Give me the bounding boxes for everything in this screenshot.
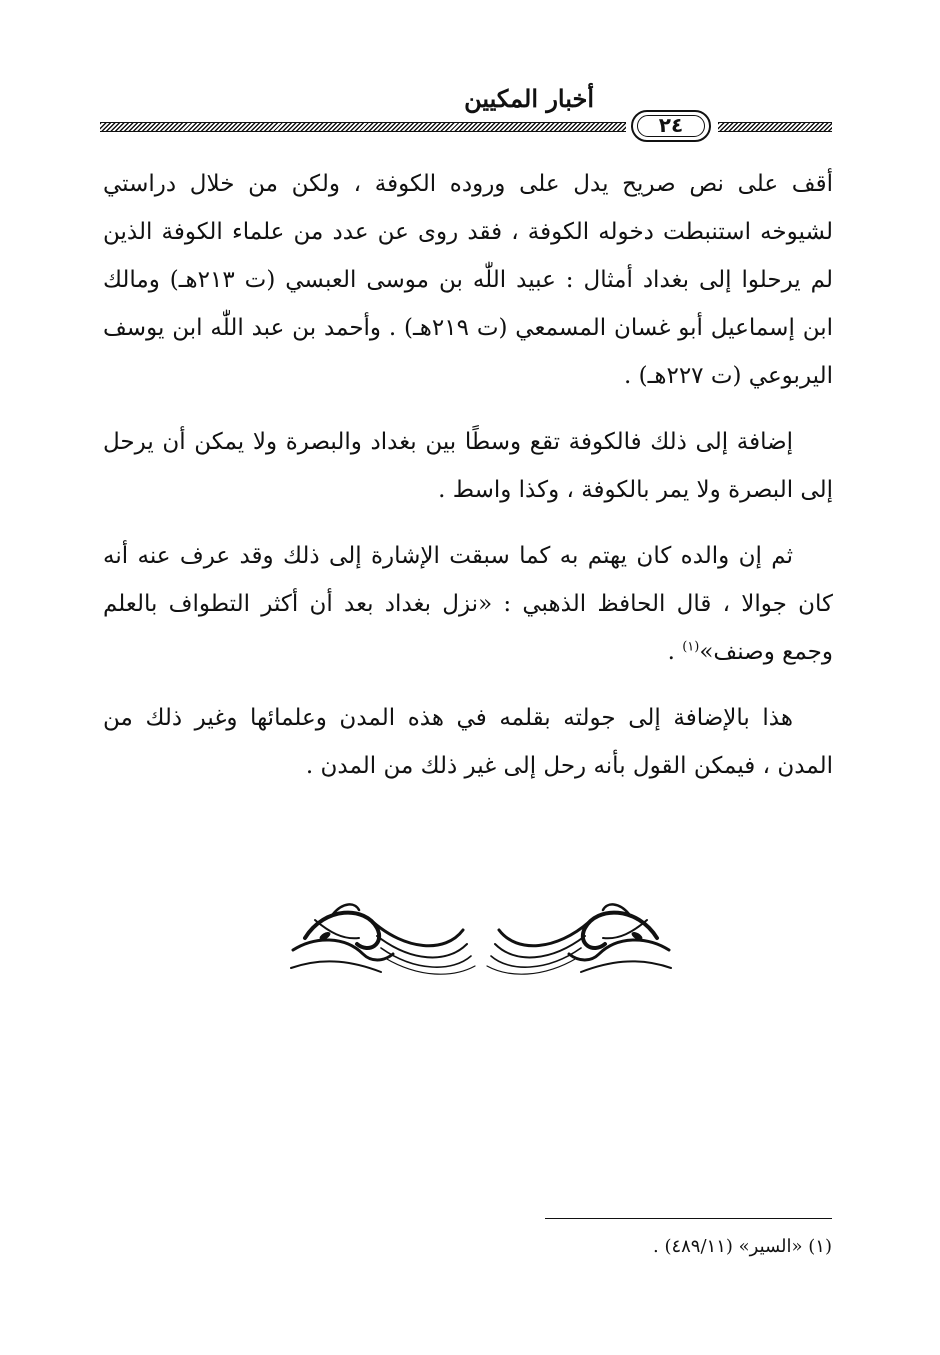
- header-rule-left: [100, 122, 626, 132]
- paragraph-2: إضافة إلى ذلك فالكوفة تقع وسطًا بين بغداد والبصرة ولا يمكن أن يرحل إلى البصرة ولا يمر بالكوفة ، وكذا واسط .: [103, 429, 833, 503]
- footnote-separator: [545, 1218, 832, 1219]
- paragraph-3: [103, 532, 833, 676]
- footnote-reference[interactable]: (١): [682, 639, 700, 655]
- paragraph-3-tail: .: [667, 639, 683, 665]
- page-number: ٢٤: [658, 113, 684, 137]
- footnote-1: (١) «السير» (٤٨٩/١١) .: [653, 1236, 832, 1257]
- paragraph-4: هذا بالإضافة إلى جولته بقلمه في هذه المدن وعلمائها وغير ذلك من المدن ، فيمكن القول بأنه رحل إلى غير ذلك من المدن .: [103, 705, 833, 779]
- ornament-divider: [285, 892, 677, 980]
- paragraph-1: أقف على نص صريح يدل على وروده الكوفة ، ولكن من خلال دراستي لشيوخه استنبطت دخوله الكوفة ، فقد روى عن عدد من علماء الكوفة الذين لم يرحلوا إلى بغداد أمثال : عبيد اللّٰه بن موسى العبسي (ت ٢١٣هـ) ومالك ابن إسماعيل أبو غسان المسمعي (ت ٢١٩هـ) . وأحمد بن عبد اللّٰه ابن يوسف اليربوعي (ت ٢٢٧هـ) .: [103, 171, 833, 389]
- running-title: أخبار المكيين: [464, 84, 594, 113]
- header-rule-right: [718, 122, 832, 132]
- page-number-badge: [631, 110, 711, 142]
- page-header: [100, 78, 832, 148]
- paragraph-3-text: ثم إن والده كان يهتم به كما سبقت الإشارة إلى ذلك وقد عرف عنه أنه كان جوالا ، قال الحافظ الذهبي : «نزل بغداد بعد أن أكثر التطواف بالعلم وجمع وصنف»: [103, 543, 833, 665]
- body-text: [103, 160, 833, 808]
